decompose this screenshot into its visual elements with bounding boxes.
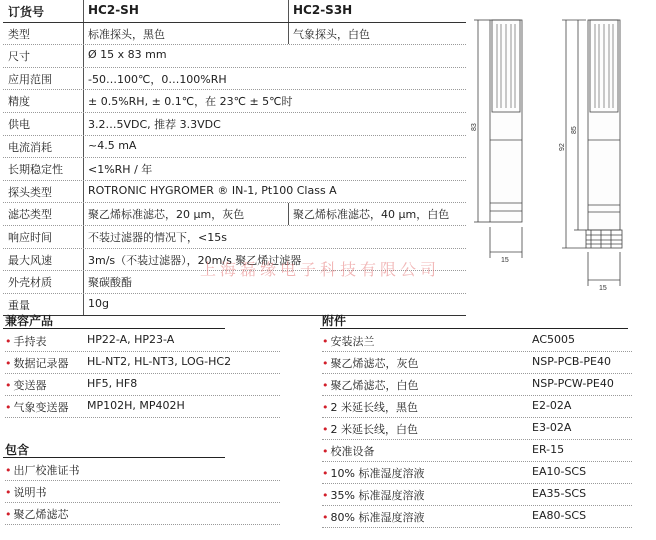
right-width-label: 15: [599, 285, 607, 292]
list-item: [322, 396, 632, 418]
list-item: [5, 374, 280, 396]
item-value: EA80-SCS: [532, 509, 587, 522]
spec-row-value: -50…100℃，0…100%RH: [88, 72, 227, 86]
right-length-label: 85: [571, 126, 578, 134]
spec-row-value: ~4.5 mA: [88, 138, 137, 152]
item-value: HL-NT2, HL-NT3, LOG-HC2: [87, 355, 232, 368]
spec-row: [3, 45, 466, 68]
bullet-icon: •: [322, 489, 329, 502]
list-item: [5, 396, 280, 418]
item-value: HP22-A, HP23-A: [87, 333, 175, 346]
spec-row-value: 3m/s（不装过滤器），20m/s 聚乙烯过滤器: [88, 253, 302, 267]
spec-row: [3, 23, 466, 46]
spec-row-label: 滤芯类型: [8, 208, 52, 222]
spec-row: [3, 90, 466, 113]
bullet-icon: •: [322, 423, 329, 436]
spec-row-value: 聚碳酸酯: [88, 276, 132, 290]
spec-table: [3, 0, 466, 316]
item-name: 出厂校准证书: [13, 464, 80, 477]
item-value: EA35-SCS: [532, 487, 587, 500]
spec-row-value: 3.2…5VDC, 推荐 3.3VDC: [88, 117, 221, 131]
item-name: 数据记录器: [13, 357, 69, 370]
item-value: E3-02A: [532, 421, 572, 434]
list-item: [322, 484, 632, 506]
list-item: [322, 374, 632, 396]
spec-row-label: 类型: [8, 27, 30, 41]
probe-drawings: [470, 0, 656, 300]
bullet-icon: •: [322, 379, 329, 392]
bullet-icon: •: [5, 401, 12, 414]
bullet-icon: •: [322, 357, 329, 370]
bullet-icon: •: [322, 511, 329, 524]
list-item: [5, 503, 280, 525]
list-item: [322, 418, 632, 440]
spec-header-model-2: HC2-S3H: [293, 3, 353, 17]
item-name: 手持表: [13, 335, 47, 348]
left-probe-drawing: [490, 20, 522, 222]
spec-row-label: 长期稳定性: [8, 163, 63, 177]
right-total-label: 92: [559, 143, 566, 151]
bullet-icon: •: [322, 467, 329, 480]
item-name: 聚乙烯滤芯，灰色: [330, 357, 419, 370]
spec-row-value: ROTRONIC HYGROMER ® IN-1, Pt100 Class A: [88, 183, 337, 197]
item-name: 说明书: [13, 486, 47, 499]
left-length-label: 83: [471, 123, 478, 131]
spec-row-label: 应用范围: [8, 72, 52, 86]
item-value: HF5, HF8: [87, 377, 138, 390]
spec-row-value: 聚乙烯标准滤芯，20 μm，灰色: [88, 208, 245, 222]
item-name: 聚乙烯滤芯，白色: [330, 379, 419, 392]
item-value: EA10-SCS: [532, 465, 587, 478]
list-item: [5, 352, 280, 374]
spec-row: [3, 271, 466, 294]
right-probe-drawing: [586, 20, 622, 248]
item-name: 35% 标准湿度溶液: [330, 489, 425, 502]
spec-row: [3, 136, 466, 159]
spec-row-value: 10g: [88, 296, 109, 310]
spec-row-value: <1%RH / 年: [88, 163, 153, 177]
list-item: [322, 462, 632, 484]
compatible-title: 兼容产品: [5, 314, 54, 328]
bullet-icon: •: [5, 335, 12, 348]
item-name: 2 米延长线，黑色: [330, 401, 418, 414]
list-item: [5, 330, 280, 352]
included-list: [5, 459, 280, 525]
item-name: 2 米延长线，白色: [330, 423, 418, 436]
list-item: [5, 459, 280, 481]
spec-row-value: 标准探头，黑色: [88, 27, 165, 41]
spec-header-label: 订货号: [8, 5, 45, 19]
list-item: [322, 506, 632, 528]
spec-row: [3, 226, 466, 249]
spec-row-value-2: 聚乙烯标准滤芯，40 μm，白色: [293, 208, 450, 222]
left-width-label: 15: [501, 257, 509, 264]
item-name: 变送器: [13, 379, 47, 392]
bullet-icon: •: [322, 445, 329, 458]
spec-row-label: 重量: [8, 298, 30, 312]
spec-header-model-1: HC2-SH: [88, 3, 139, 17]
spec-row: [3, 181, 466, 204]
bullet-icon: •: [322, 401, 329, 414]
bullet-icon: •: [5, 379, 12, 392]
item-name: 80% 标准湿度溶液: [330, 511, 425, 524]
spec-row-label: 外壳材质: [8, 276, 52, 290]
item-value: MP102H, MP402H: [87, 399, 185, 412]
spec-row-label: 电流消耗: [8, 140, 52, 154]
item-name: 10% 标准湿度溶液: [330, 467, 425, 480]
spec-row-label: 最大风速: [8, 253, 52, 267]
compatible-list: [5, 330, 280, 418]
spec-row: [3, 113, 466, 136]
spec-row-label: 探头类型: [8, 185, 52, 199]
spec-row: [3, 158, 466, 181]
item-value: NSP-PCB-PE40: [532, 355, 611, 368]
bullet-icon: •: [5, 357, 12, 370]
list-item: [5, 481, 280, 503]
spec-row-label: 响应时间: [8, 230, 52, 244]
item-value: E2-02A: [532, 399, 572, 412]
spec-row-value: ± 0.5%RH, ± 0.1℃，在 23℃ ± 5℃时: [88, 95, 293, 109]
list-item: [322, 352, 632, 374]
spec-row: [3, 249, 466, 272]
accessories-list: [322, 330, 632, 528]
bullet-icon: •: [5, 464, 12, 477]
item-value: AC5005: [532, 333, 576, 346]
item-name: 安装法兰: [330, 335, 375, 348]
bullet-icon: •: [5, 486, 12, 499]
spec-row-label: 精度: [8, 95, 30, 109]
spec-row-value: 不装过滤器的情况下，<15s: [88, 230, 227, 244]
bullet-icon: •: [5, 508, 12, 521]
item-value: ER-15: [532, 443, 565, 456]
spec-row: [3, 203, 466, 226]
list-item: [322, 330, 632, 352]
item-value: NSP-PCW-PE40: [532, 377, 614, 390]
watermark-text: 上海磊缘电子科技有限公司: [200, 260, 441, 279]
bullet-icon: •: [322, 335, 329, 348]
spec-header-row: [3, 0, 466, 23]
list-item: [322, 440, 632, 462]
spec-row-value: Ø 15 x 83 mm: [88, 48, 167, 62]
item-name: 校准设备: [330, 445, 375, 458]
spec-row-value-2: 气象探头，白色: [293, 27, 370, 41]
item-name: 聚乙烯滤芯: [13, 508, 69, 521]
spec-row: [3, 294, 466, 317]
spec-row: [3, 68, 466, 91]
spec-row-label: 供电: [8, 117, 30, 131]
accessories-title: 附件: [322, 314, 347, 328]
item-name: 气象变送器: [13, 401, 69, 414]
spec-row-label: 尺寸: [8, 50, 30, 64]
included-title: 包含: [5, 443, 30, 457]
